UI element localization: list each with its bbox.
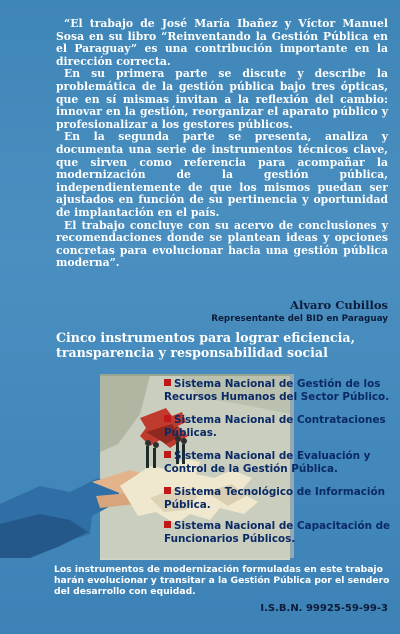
instrument-label: Sistema Nacional de Gestión de los Recursos Humanos del Sector Público. <box>164 378 390 403</box>
instrument-label: Sistema Nacional de Contrataciones Públicas. <box>164 414 386 439</box>
list-item <box>164 486 392 511</box>
bullet-square-icon <box>164 379 171 386</box>
quote-paragraph: “El trabajo de José María Ibañez y Víctor Manuel Sosa en su libro “Reinventando la Gestión Pública en el Paraguay” es una contribución importante en la dirección correcta. <box>56 17 388 68</box>
author-role: Representante del BID en Paraguay <box>211 314 388 324</box>
bullet-square-icon <box>164 521 171 528</box>
list-item <box>164 378 392 403</box>
quote-paragraph: El trabajo concluye con su acervo de conclusiones y recomendaciones donde se plantean ideas y opciones concretas para evolucionar hacia una gestión pública moderna”. <box>56 218 388 270</box>
bullet-square-icon <box>164 415 171 422</box>
instrument-label: Sistema Nacional de Capacitación de Funcionarios Públicos. <box>164 520 391 545</box>
quote-paragraph: En la segunda parte se presenta, analiza y documenta una serie de instrumentos técnicos clave, que sirven como referencia para acompañar la modernización de la gestión pública, independientemente de que los mismos puedan ser ajustados en función de su pertinencia y oportunidad de implantación en el país. <box>56 130 388 219</box>
bullet-square-icon <box>164 487 171 494</box>
section-heading: Cinco instrumentos para lograr eficiencia, transparencia y responsabilidad social <box>56 330 355 360</box>
quote-paragraph: En su primera parte se discute y describe la problemática de la gestión pública bajo tres ópticas, que en sí mismas invitan a la reflexión del cambio: innovar en la gestión, reorganizar el aparato público y profesionalizar a los gestores públicos. <box>56 67 388 131</box>
author-name: Alvaro Cubillos <box>290 298 388 312</box>
list-item <box>164 414 392 439</box>
quote-attribution <box>56 298 388 325</box>
list-item <box>164 450 392 475</box>
list-item <box>164 520 392 545</box>
bullet-square-icon <box>164 451 171 458</box>
instrument-label: Sistema Tecnológico de Información Pública. <box>164 486 386 511</box>
footer-text: Los instrumentos de modernización formuladas en este trabajo harán evolucionar y transitar a la Gestión Pública por el sendero del desarrollo con equidad. <box>54 564 390 597</box>
back-cover-quote <box>56 18 388 270</box>
isbn: I.S.B.N. 99925-59-99-3 <box>260 603 388 614</box>
instrument-label: Sistema Nacional de Evaluación y Control de la Gestión Pública. <box>164 450 371 475</box>
